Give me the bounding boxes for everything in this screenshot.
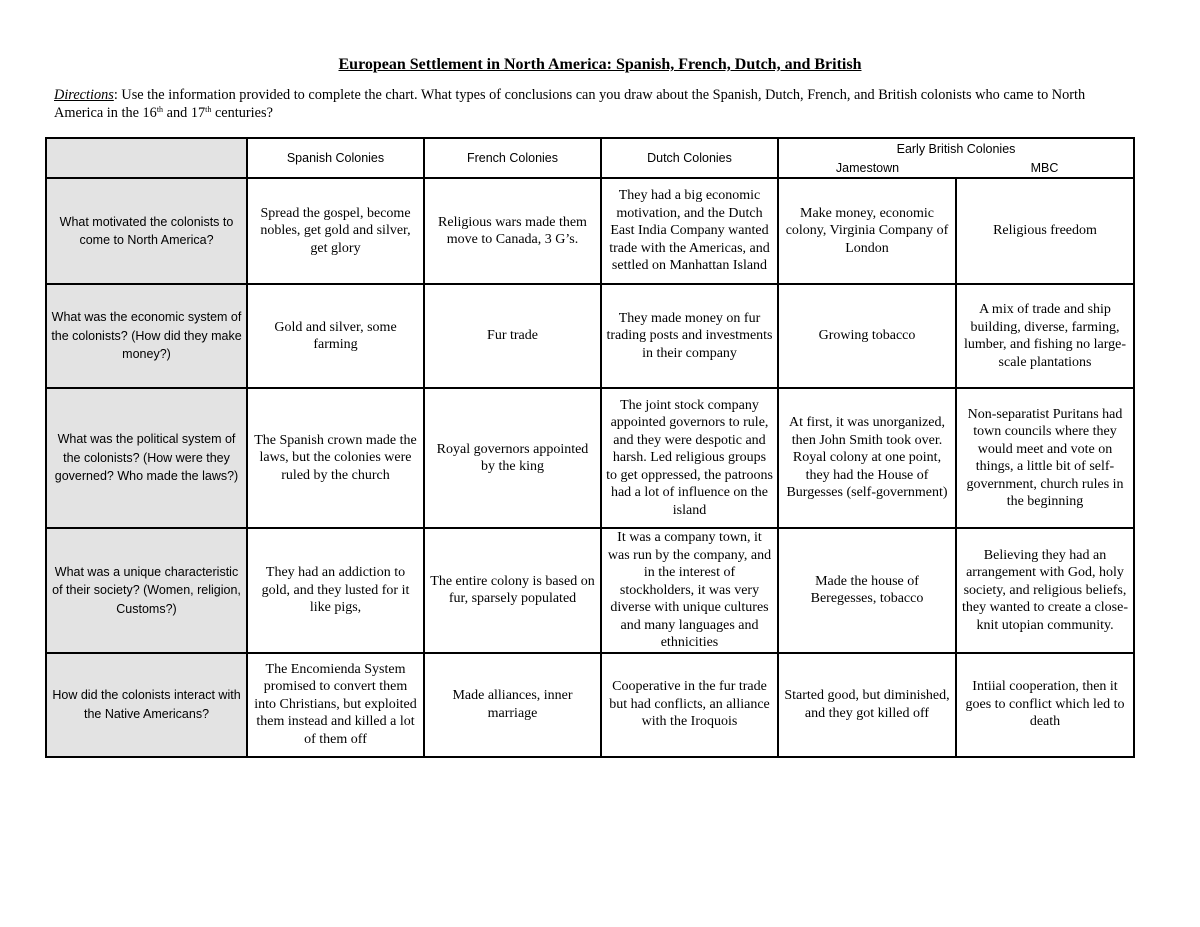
row-question: What was the political system of the colonists? (How were they governed? Who made the laws?) xyxy=(46,388,247,528)
cell-french: The entire colony is based on fur, sparsely populated xyxy=(424,528,601,653)
cell-french: Fur trade xyxy=(424,284,601,388)
header-jamestown: Jamestown xyxy=(835,161,900,175)
cell-french: Made alliances, inner marriage xyxy=(424,653,601,757)
directions-label: Directions xyxy=(54,87,114,103)
cell-spanish: Spread the gospel, become nobles, get gold and silver, get glory xyxy=(247,178,424,284)
cell-jamestown: Growing tobacco xyxy=(778,284,956,388)
cell-spanish: They had an addiction to gold, and they lusted for it like pigs, xyxy=(247,528,424,653)
directions-text-3: centuries? xyxy=(211,105,273,121)
cell-spanish: The Encomienda System promised to convert them into Christians, but exploited them instead and killed a lot of them off xyxy=(247,653,424,757)
table-row xyxy=(46,653,1134,757)
header-british-title: Early British Colonies xyxy=(896,142,1016,156)
cell-mbc: A mix of trade and ship building, diverse, farming, lumber, and fishing no large-scale plantations xyxy=(956,284,1134,388)
cell-mbc: Religious freedom xyxy=(956,178,1134,284)
cell-jamestown: At first, it was unorganized, then John Smith took over. Royal colony at one point, they had the House of Burgesses (self-government) xyxy=(778,388,956,528)
page-title: European Settlement in North America: Spanish, French, Dutch, and British xyxy=(338,56,862,73)
header-mbc: MBC xyxy=(1030,161,1059,175)
cell-jamestown: Started good, but diminished, and they got killed off xyxy=(778,653,956,757)
row-question: What motivated the colonists to come to North America? xyxy=(46,178,247,284)
cell-spanish: Gold and silver, some farming xyxy=(247,284,424,388)
cell-dutch: They made money on fur trading posts and investments in their company xyxy=(601,284,778,388)
directions-sup-2: th xyxy=(205,105,212,114)
header-french: French Colonies xyxy=(424,138,601,178)
table-row xyxy=(46,284,1134,388)
colonies-chart xyxy=(45,137,1135,758)
header-british-subheads xyxy=(779,159,1133,177)
table-row xyxy=(46,528,1134,653)
table-row xyxy=(46,388,1134,528)
cell-dutch: The joint stock company appointed governors to rule, and they were despotic and harsh. Led religious groups to get oppressed, the patroons had a lot of influence on the island xyxy=(601,388,778,528)
header-british xyxy=(778,138,1134,178)
cell-dutch: It was a company town, it was run by the company, and in the interest of stockholders, it was very diverse with unique cultures and many languages and ethnicities xyxy=(601,528,778,653)
header-row xyxy=(46,138,1134,178)
cell-jamestown: Make money, economic colony, Virginia Company of London xyxy=(778,178,956,284)
directions-text-1: : Use the information provided to complete the chart. What types of conclusions can you draw about the Spanish, Dutch, French, and British colonists who came to North America in the 16 xyxy=(54,87,1086,121)
cell-french: Religious wars made them move to Canada, 3 G’s. xyxy=(424,178,601,284)
header-dutch: Dutch Colonies xyxy=(601,138,778,178)
directions-sup-1: th xyxy=(156,105,164,114)
row-question: How did the colonists interact with the Native Americans? xyxy=(46,653,247,757)
cell-mbc: Believing they had an arrangement with God, holy society, and religious beliefs, they wanted to create a close-knit utopian community. xyxy=(956,528,1134,653)
header-spanish: Spanish Colonies xyxy=(247,138,424,178)
cell-mbc: Intiial cooperation, then it goes to conflict which led to death xyxy=(956,653,1134,757)
row-question: What was a unique characteristic of their society? (Women, religion, Customs?) xyxy=(46,528,247,653)
cell-dutch: They had a big economic motivation, and the Dutch East India Company wanted trade with the Americas, and settled on Manhattan Island xyxy=(601,178,778,284)
cell-jamestown: Made the house of Beregesses, tobacco xyxy=(778,528,956,653)
directions-text-2: and 17 xyxy=(163,105,206,121)
cell-mbc: Non-separatist Puritans had town councils where they would meet and vote on things, a little bit of self-government, church rules in the beginning xyxy=(956,388,1134,528)
table-row xyxy=(46,178,1134,284)
directions xyxy=(54,86,1134,122)
cell-dutch: Cooperative in the fur trade but had conflicts, an alliance with the Iroquois xyxy=(601,653,778,757)
row-question: What was the economic system of the colonists? (How did they make money?) xyxy=(46,284,247,388)
cell-spanish: The Spanish crown made the laws, but the colonies were ruled by the church xyxy=(247,388,424,528)
cell-french: Royal governors appointed by the king xyxy=(424,388,601,528)
header-blank-cell xyxy=(46,138,247,178)
